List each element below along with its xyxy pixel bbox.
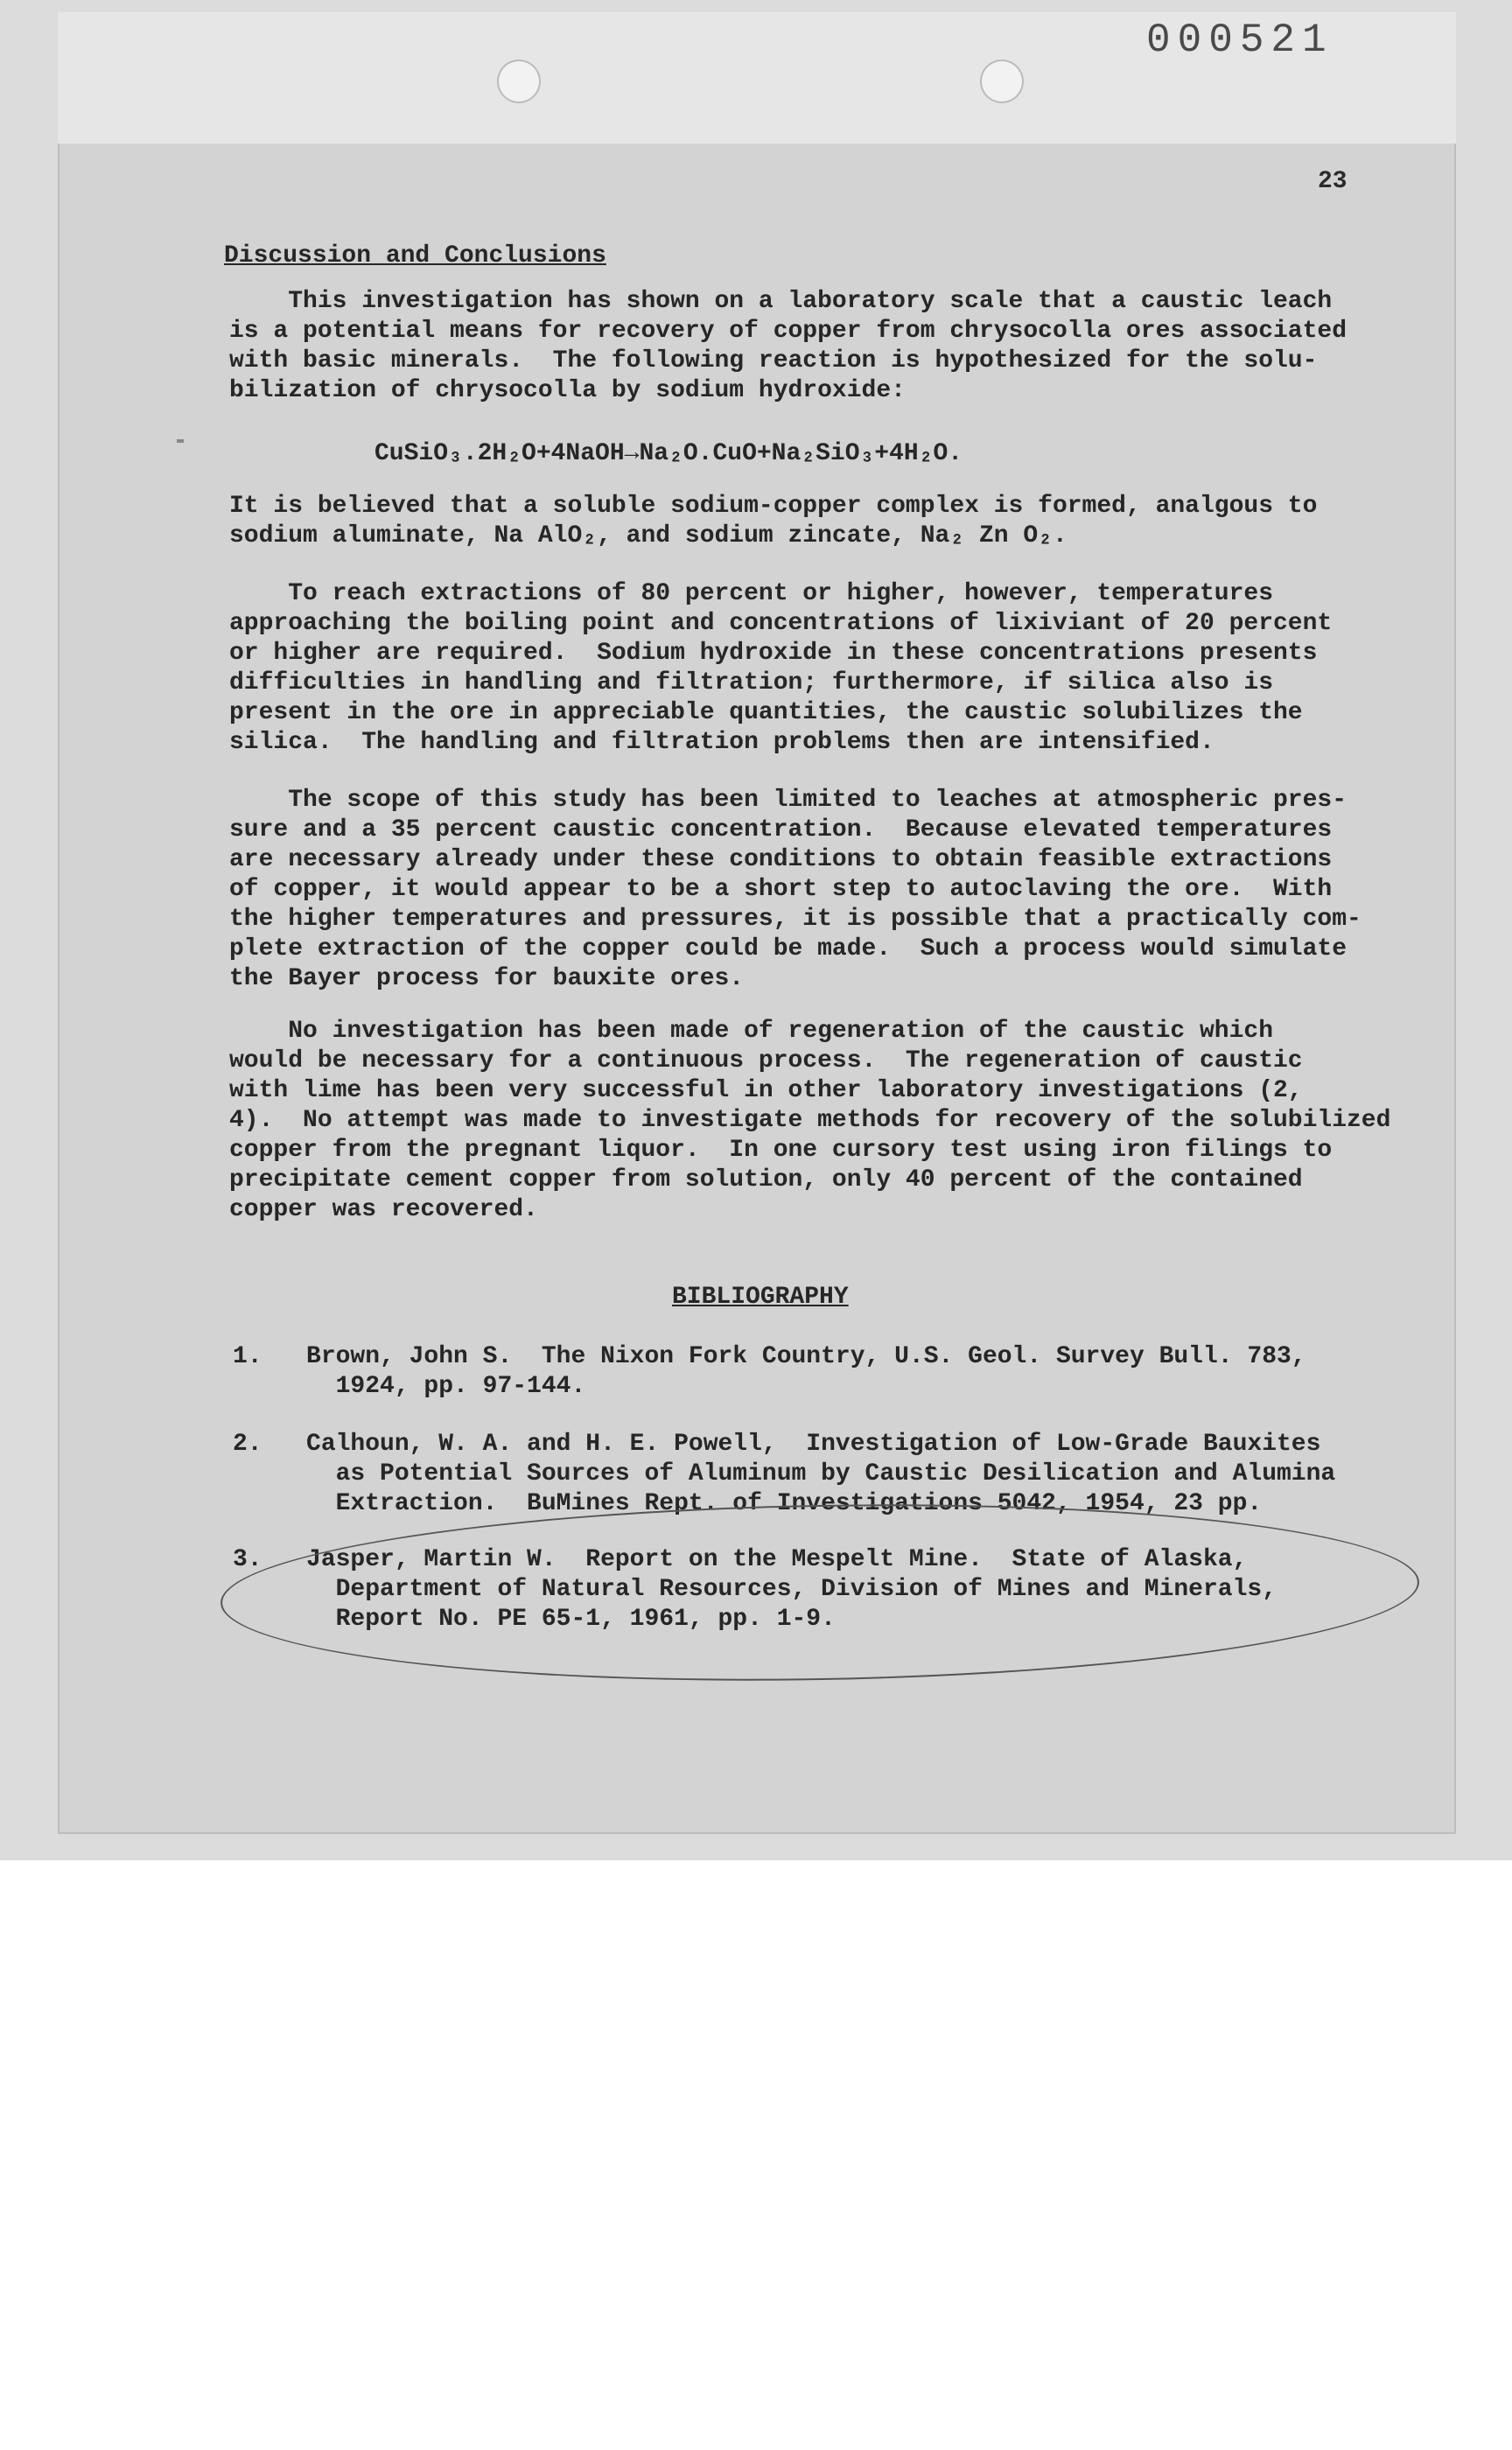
document-serial-number: 000521 [1146, 18, 1334, 63]
margin-mark [177, 439, 184, 443]
punch-hole-left [497, 60, 541, 103]
paragraph-complex: It is believed that a soluble sodium-copper complex is formed, analgous to sodium aluminate, Na AlO₂, and sodium zincate, Na₂ Zn O₂. [229, 493, 1318, 550]
reference-item: 2. Calhoun, W. A. and H. E. Powell, Investigation of Low-Grade Bauxites as Potential Sources of Aluminum by Caustic Desilication and Alumina Extraction. BuMines Rept. of Investigations 5042, 1954, 23 pp. [233, 1431, 1336, 1517]
reaction-equation: CuSiO₃.2H₂O+4NaOH→Na₂O.CuO+Na₂SiO₃+4H₂O. [374, 440, 963, 467]
page-number: 23 [1318, 168, 1348, 195]
document-sheet [58, 12, 1456, 1834]
paragraph-extractions: To reach extractions of 80 percent or higher, however, temperatures approaching the boiling point and concentrations of lixiviant of 20 percent or higher are required. Sodium hydroxide in these concentrations presents difficulties in handling and filtration; furthermore, if silica also is present in the ore in appreciable quantities, the caustic solubilizes the silica. The handling and filtration problems then are intensified. [229, 580, 1333, 756]
punch-hole-right [980, 60, 1024, 103]
handwritten-circle-mark [219, 1494, 1420, 1690]
paragraph-regeneration: No investigation has been made of regeneration of the caustic which would be necessary for a continuous process. The regeneration of caustic with lime has been very successful in other laboratory investigations (2, 4). No attempt was made to investigate methods for recovery of the solubilized copper from the pregnant liquor. In one cursory test using iron filings to precipitate cement copper from solution, only 40 percent of the contained copper was recovered. [229, 1018, 1391, 1223]
paragraph-intro: This investigation has shown on a laboratory scale that a caustic leach is a potential means for recovery of copper from chrysocolla ores associated with basic minerals. The following reaction is hypothesized for the solu- bilization of chrysocolla by sodium hydroxide: [229, 288, 1348, 404]
reference-item: 3. Jasper, Martin W. Report on the Mespelt Mine. State of Alaska, Department of Natural Resources, Division of Mines and Minerals, Report No. PE 65-1, 1961, pp. 1-9. [233, 1546, 1277, 1633]
paragraph-scope: The scope of this study has been limited to leaches at atmospheric pres- sure and a 35 percent caustic concentration. Because elevated temperatures are necessary already under these conditions to obtain feasible extractions of copper, it would appear to be a short step to autoclaving the ore. With the higher temperatures and pressures, it is possible that a practically com- plete extraction of the copper could be made. Such a process would simulate the Bayer process for bauxite ores. [229, 787, 1362, 992]
reference-item: 1. Brown, John S. The Nixon Fork Country, U.S. Geol. Survey Bull. 783, 1924, pp. 97-144. [233, 1343, 1306, 1400]
section-heading: Discussion and Conclusions [224, 242, 606, 270]
bibliography-heading: BIBLIOGRAPHY [672, 1284, 849, 1311]
